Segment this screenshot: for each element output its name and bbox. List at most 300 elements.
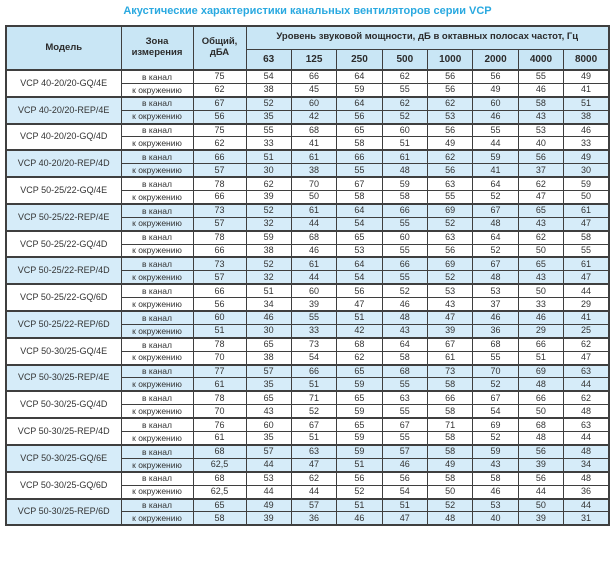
sound-power-level-value: 58 (428, 405, 473, 418)
sound-power-level-value: 69 (518, 365, 563, 378)
sound-power-level-value: 51 (337, 458, 382, 471)
sound-power-level-value: 46 (337, 512, 382, 525)
sound-power-level-value: 53 (428, 284, 473, 297)
column-header-zone: Зона измерения (121, 26, 193, 70)
sound-power-level-value: 31 (564, 512, 609, 525)
total-dba-value: 66 (193, 244, 246, 257)
sound-power-level-value: 55 (291, 311, 336, 324)
sound-power-level-value: 55 (246, 124, 291, 137)
sound-power-level-value: 38 (246, 83, 291, 96)
sound-power-level-value: 55 (382, 405, 427, 418)
sound-power-level-value: 29 (564, 298, 609, 311)
model-name: VCP 50-25/22-REP/6D (6, 311, 121, 338)
sound-power-level-value: 48 (473, 217, 518, 230)
column-header-model: Модель (6, 26, 121, 70)
sound-power-level-value: 47 (564, 217, 609, 230)
sound-power-level-value: 49 (246, 499, 291, 512)
sound-power-level-value: 58 (518, 97, 563, 110)
sound-power-level-value: 39 (291, 298, 336, 311)
sound-power-level-value: 61 (382, 150, 427, 163)
acoustic-characteristics-table (5, 25, 610, 526)
sound-power-level-value: 51 (246, 150, 291, 163)
sound-power-level-value: 54 (382, 485, 427, 498)
sound-power-level-value: 46 (382, 298, 427, 311)
sound-power-level-value: 59 (337, 378, 382, 391)
sound-power-level-value: 47 (564, 271, 609, 284)
sound-power-level-value: 63 (428, 177, 473, 190)
table-row (6, 499, 609, 512)
sound-power-level-value: 52 (246, 97, 291, 110)
sound-power-level-value: 51 (337, 311, 382, 324)
measurement-zone-label: в канал (121, 150, 193, 163)
sound-power-level-value: 34 (246, 298, 291, 311)
sound-power-level-value: 56 (337, 472, 382, 485)
sound-power-level-value: 48 (382, 311, 427, 324)
sound-power-level-value: 55 (518, 70, 563, 83)
sound-power-level-value: 43 (518, 110, 563, 123)
sound-power-level-value: 53 (337, 244, 382, 257)
sound-power-level-value: 60 (382, 124, 427, 137)
sound-power-level-value: 66 (428, 391, 473, 404)
sound-power-level-value: 58 (428, 378, 473, 391)
sound-power-level-value: 58 (564, 231, 609, 244)
sound-power-level-value: 46 (473, 311, 518, 324)
total-dba-value: 76 (193, 418, 246, 431)
table-row (6, 338, 609, 351)
frequency-column-header: 2000 (473, 49, 518, 70)
sound-power-level-value: 38 (291, 164, 336, 177)
model-name: VCP 40-20/20-GQ/4E (6, 70, 121, 97)
sound-power-level-value: 69 (428, 204, 473, 217)
total-dba-value: 78 (193, 231, 246, 244)
measurement-zone-label: в канал (121, 311, 193, 324)
sound-power-level-value: 55 (473, 124, 518, 137)
sound-power-level-value: 56 (382, 472, 427, 485)
sound-power-level-value: 37 (473, 298, 518, 311)
sound-power-level-value: 58 (428, 445, 473, 458)
sound-power-level-value: 53 (473, 284, 518, 297)
sound-power-level-value: 43 (518, 217, 563, 230)
model-name: VCP 50-25/22-GQ/6D (6, 284, 121, 311)
sound-power-level-value: 51 (564, 97, 609, 110)
model-name: VCP 50-25/22-GQ/4E (6, 177, 121, 204)
sound-power-level-value: 63 (291, 445, 336, 458)
sound-power-level-value: 55 (337, 164, 382, 177)
model-name: VCP 40-20/20-REP/4D (6, 150, 121, 177)
sound-power-level-value: 39 (428, 324, 473, 337)
sound-power-level-value: 39 (518, 512, 563, 525)
sound-power-level-value: 69 (473, 418, 518, 431)
sound-power-level-value: 68 (337, 338, 382, 351)
sound-power-level-value: 62 (337, 351, 382, 364)
sound-power-level-value: 51 (291, 378, 336, 391)
sound-power-level-value: 53 (473, 499, 518, 512)
sound-power-level-value: 46 (518, 311, 563, 324)
measurement-zone-label: в канал (121, 365, 193, 378)
total-dba-value: 68 (193, 472, 246, 485)
total-dba-value: 75 (193, 124, 246, 137)
sound-power-level-value: 67 (291, 418, 336, 431)
total-dba-value: 66 (193, 150, 246, 163)
sound-power-level-value: 59 (473, 150, 518, 163)
sound-power-level-value: 64 (473, 231, 518, 244)
total-dba-value: 62,5 (193, 485, 246, 498)
sound-power-level-value: 55 (382, 83, 427, 96)
sound-power-level-value: 57 (382, 445, 427, 458)
sound-power-level-value: 56 (337, 110, 382, 123)
sound-power-level-value: 58 (428, 472, 473, 485)
sound-power-level-value: 65 (518, 257, 563, 270)
sound-power-level-value: 59 (337, 445, 382, 458)
sound-power-level-value: 62 (428, 97, 473, 110)
sound-power-level-value: 25 (564, 324, 609, 337)
sound-power-level-value: 64 (473, 177, 518, 190)
sound-power-level-value: 46 (291, 244, 336, 257)
sound-power-level-value: 50 (518, 284, 563, 297)
total-dba-value: 61 (193, 378, 246, 391)
total-dba-value: 57 (193, 164, 246, 177)
table-row (6, 257, 609, 270)
measurement-zone-label: в канал (121, 231, 193, 244)
sound-power-level-value: 66 (337, 150, 382, 163)
sound-power-level-value: 47 (428, 311, 473, 324)
sound-power-level-value: 56 (518, 150, 563, 163)
sound-power-level-value: 37 (518, 164, 563, 177)
sound-power-level-value: 59 (337, 405, 382, 418)
sound-power-level-value: 63 (428, 231, 473, 244)
sound-power-level-value: 65 (337, 124, 382, 137)
total-dba-value: 73 (193, 257, 246, 270)
sound-power-level-value: 52 (382, 110, 427, 123)
sound-power-level-value: 50 (564, 191, 609, 204)
measurement-zone-label: к окружению (121, 405, 193, 418)
sound-power-level-value: 73 (291, 338, 336, 351)
measurement-zone-label: в канал (121, 177, 193, 190)
measurement-zone-label: к окружению (121, 458, 193, 471)
sound-power-level-value: 38 (564, 110, 609, 123)
sound-power-level-value: 49 (428, 137, 473, 150)
sound-power-level-value: 29 (518, 324, 563, 337)
sound-power-level-value: 48 (564, 472, 609, 485)
sound-power-level-value: 55 (473, 351, 518, 364)
sound-power-level-value: 56 (428, 124, 473, 137)
sound-power-level-value: 63 (564, 365, 609, 378)
table-row (6, 311, 609, 324)
sound-power-level-value: 60 (473, 97, 518, 110)
sound-power-level-value: 64 (337, 204, 382, 217)
sound-power-level-value: 57 (291, 499, 336, 512)
sound-power-level-value: 43 (428, 298, 473, 311)
sound-power-level-value: 38 (246, 351, 291, 364)
sound-power-level-value: 34 (564, 458, 609, 471)
sound-power-level-value: 51 (382, 137, 427, 150)
sound-power-level-value: 58 (428, 432, 473, 445)
sound-power-level-value: 60 (291, 284, 336, 297)
sound-power-level-value: 44 (291, 271, 336, 284)
sound-power-level-value: 54 (291, 351, 336, 364)
total-dba-value: 60 (193, 311, 246, 324)
measurement-zone-label: к окружению (121, 298, 193, 311)
total-dba-value: 62,5 (193, 458, 246, 471)
sound-power-level-value: 44 (518, 485, 563, 498)
sound-power-level-value: 57 (246, 365, 291, 378)
measurement-zone-label: в канал (121, 391, 193, 404)
model-name: VCP 50-30/25-GQ/4D (6, 391, 121, 418)
table-row (6, 177, 609, 190)
sound-power-level-value: 63 (382, 391, 427, 404)
total-dba-value: 62 (193, 137, 246, 150)
total-dba-value: 57 (193, 217, 246, 230)
sound-power-level-value: 65 (337, 391, 382, 404)
sound-power-level-value: 67 (473, 391, 518, 404)
sound-power-level-value: 41 (473, 164, 518, 177)
table-row (6, 124, 609, 137)
sound-power-level-value: 62 (564, 338, 609, 351)
sound-power-level-value: 60 (291, 97, 336, 110)
sound-power-level-value: 47 (382, 512, 427, 525)
sound-power-level-value: 68 (382, 365, 427, 378)
sound-power-level-value: 35 (246, 378, 291, 391)
sound-power-level-value: 62 (291, 472, 336, 485)
measurement-zone-label: в канал (121, 97, 193, 110)
sound-power-level-value: 52 (428, 271, 473, 284)
model-name: VCP 50-25/22-REP/4E (6, 204, 121, 231)
frequency-column-header: 8000 (564, 49, 609, 70)
model-name: VCP 50-30/25-GQ/6D (6, 472, 121, 499)
model-name: VCP 50-30/25-REP/4D (6, 418, 121, 445)
sound-power-level-value: 55 (382, 217, 427, 230)
sound-power-level-value: 59 (337, 83, 382, 96)
sound-power-level-value: 67 (428, 338, 473, 351)
sound-power-level-value: 64 (337, 97, 382, 110)
table-row (6, 150, 609, 163)
total-dba-value: 65 (193, 499, 246, 512)
total-dba-value: 70 (193, 351, 246, 364)
frequency-column-header: 1000 (428, 49, 473, 70)
sound-power-level-value: 60 (246, 418, 291, 431)
sound-power-level-value: 61 (564, 257, 609, 270)
model-name: VCP 50-25/22-REP/4D (6, 257, 121, 284)
measurement-zone-label: к окружению (121, 485, 193, 498)
sound-power-level-value: 48 (564, 405, 609, 418)
table-row (6, 418, 609, 431)
sound-power-level-value: 39 (246, 512, 291, 525)
model-name: VCP 50-25/22-GQ/4D (6, 231, 121, 258)
sound-power-level-value: 58 (337, 137, 382, 150)
measurement-zone-label: в канал (121, 445, 193, 458)
sound-power-level-value: 59 (564, 177, 609, 190)
frequency-column-header: 250 (337, 49, 382, 70)
sound-power-level-value: 56 (518, 472, 563, 485)
measurement-zone-label: в канал (121, 338, 193, 351)
sound-power-level-value: 51 (291, 432, 336, 445)
sound-power-level-value: 52 (246, 204, 291, 217)
sound-power-level-value: 36 (473, 324, 518, 337)
sound-power-level-value: 66 (518, 391, 563, 404)
sound-power-level-value: 51 (382, 499, 427, 512)
sound-power-level-value: 55 (382, 378, 427, 391)
measurement-zone-label: к окружению (121, 191, 193, 204)
sound-power-level-value: 35 (246, 432, 291, 445)
sound-power-level-value: 61 (291, 204, 336, 217)
sound-power-level-value: 62 (518, 231, 563, 244)
sound-power-level-value: 61 (428, 351, 473, 364)
sound-power-level-value: 44 (564, 432, 609, 445)
sound-power-level-value: 70 (473, 365, 518, 378)
total-dba-value: 56 (193, 110, 246, 123)
sound-power-level-value: 52 (246, 257, 291, 270)
sound-power-level-value: 45 (291, 83, 336, 96)
sound-power-level-value: 55 (428, 191, 473, 204)
table-header (6, 26, 609, 70)
sound-power-level-value: 42 (291, 110, 336, 123)
measurement-zone-label: в канал (121, 472, 193, 485)
sound-power-level-value: 65 (518, 204, 563, 217)
sound-power-level-value: 54 (337, 271, 382, 284)
measurement-zone-label: к окружению (121, 217, 193, 230)
total-dba-value: 51 (193, 324, 246, 337)
table-row (6, 204, 609, 217)
sound-power-level-value: 43 (246, 405, 291, 418)
sound-power-level-value: 52 (428, 217, 473, 230)
sound-power-level-value: 49 (473, 83, 518, 96)
sound-power-level-value: 56 (428, 244, 473, 257)
sound-power-level-value: 66 (291, 365, 336, 378)
sound-power-level-value: 65 (337, 418, 382, 431)
measurement-zone-label: к окружению (121, 512, 193, 525)
sound-power-level-value: 51 (337, 499, 382, 512)
measurement-zone-label: к окружению (121, 110, 193, 123)
page-title: Акустические характеристики канальных вентиляторов серии VCP (123, 5, 492, 17)
total-dba-value: 57 (193, 271, 246, 284)
sound-power-level-value: 55 (564, 244, 609, 257)
sound-power-level-value: 64 (382, 338, 427, 351)
measurement-zone-label: к окружению (121, 244, 193, 257)
sound-power-level-value: 55 (382, 432, 427, 445)
sound-power-level-value: 60 (382, 231, 427, 244)
sound-power-level-value: 52 (337, 485, 382, 498)
measurement-zone-label: к окружению (121, 432, 193, 445)
sound-power-level-value: 50 (428, 485, 473, 498)
measurement-zone-label: в канал (121, 418, 193, 431)
sound-power-level-value: 48 (518, 432, 563, 445)
total-dba-value: 78 (193, 338, 246, 351)
sound-power-level-value: 56 (518, 445, 563, 458)
sound-power-level-value: 32 (246, 217, 291, 230)
sound-power-level-value: 66 (518, 338, 563, 351)
sound-power-level-value: 43 (473, 458, 518, 471)
sound-power-level-value: 44 (564, 378, 609, 391)
sound-power-level-value: 50 (518, 405, 563, 418)
sound-power-level-value: 41 (564, 83, 609, 96)
measurement-zone-label: в канал (121, 204, 193, 217)
sound-power-level-value: 46 (473, 485, 518, 498)
sound-power-level-value: 58 (337, 191, 382, 204)
sound-power-level-value: 36 (291, 512, 336, 525)
sound-power-level-value: 67 (473, 257, 518, 270)
sound-power-level-value: 66 (382, 204, 427, 217)
total-dba-value: 78 (193, 177, 246, 190)
sound-power-level-value: 33 (518, 298, 563, 311)
sound-power-level-value: 35 (246, 110, 291, 123)
sound-power-level-value: 62 (428, 150, 473, 163)
model-name: VCP 40-20/20-REP/4E (6, 97, 121, 124)
frequency-column-header: 4000 (518, 49, 563, 70)
sound-power-level-value: 41 (564, 311, 609, 324)
measurement-zone-label: в канал (121, 257, 193, 270)
sound-power-level-value: 33 (291, 324, 336, 337)
sound-power-level-value: 49 (564, 70, 609, 83)
sound-power-level-value: 50 (518, 244, 563, 257)
table-row (6, 365, 609, 378)
sound-power-level-value: 38 (246, 244, 291, 257)
table-row (6, 284, 609, 297)
sound-power-level-value: 62 (382, 70, 427, 83)
sound-power-level-value: 55 (382, 244, 427, 257)
sound-power-level-value: 59 (473, 445, 518, 458)
total-dba-value: 73 (193, 204, 246, 217)
sound-power-level-value: 59 (382, 177, 427, 190)
sound-power-level-value: 54 (337, 217, 382, 230)
total-dba-value: 56 (193, 298, 246, 311)
frequency-column-header: 125 (291, 49, 336, 70)
sound-power-level-value: 56 (428, 83, 473, 96)
sound-power-level-value: 30 (564, 164, 609, 177)
total-dba-value: 78 (193, 391, 246, 404)
column-header-total: Общий, дБА (193, 26, 246, 70)
sound-power-level-value: 65 (337, 365, 382, 378)
sound-power-level-value: 70 (291, 177, 336, 190)
sound-power-level-value: 54 (246, 70, 291, 83)
total-dba-value: 67 (193, 97, 246, 110)
sound-power-level-value: 52 (473, 378, 518, 391)
sound-power-level-value: 52 (473, 191, 518, 204)
sound-power-level-value: 52 (291, 405, 336, 418)
sound-power-level-value: 42 (337, 324, 382, 337)
frequency-column-header: 63 (246, 49, 291, 70)
table-row (6, 70, 609, 83)
sound-power-level-value: 58 (473, 472, 518, 485)
sound-power-level-value: 53 (246, 472, 291, 485)
frequency-column-header: 500 (382, 49, 427, 70)
measurement-zone-label: в канал (121, 70, 193, 83)
sound-power-level-value: 66 (382, 257, 427, 270)
sound-power-level-value: 65 (246, 391, 291, 404)
sound-power-level-value: 43 (382, 324, 427, 337)
sound-power-level-value: 40 (518, 137, 563, 150)
sound-power-level-value: 71 (291, 391, 336, 404)
total-dba-value: 58 (193, 512, 246, 525)
sound-power-level-value: 52 (428, 499, 473, 512)
sound-power-level-value: 48 (564, 445, 609, 458)
sound-power-level-value: 67 (473, 204, 518, 217)
sound-power-level-value: 39 (518, 458, 563, 471)
total-dba-value: 75 (193, 70, 246, 83)
sound-power-level-value: 33 (246, 137, 291, 150)
table-row (6, 231, 609, 244)
sound-power-level-value: 56 (337, 284, 382, 297)
sound-power-level-value: 61 (291, 257, 336, 270)
sound-power-level-value: 51 (246, 284, 291, 297)
sound-power-level-value: 44 (564, 284, 609, 297)
total-dba-value: 66 (193, 284, 246, 297)
sound-power-level-value: 50 (291, 191, 336, 204)
sound-power-level-value: 58 (382, 351, 427, 364)
sound-power-level-value: 51 (518, 351, 563, 364)
sound-power-level-value: 67 (337, 177, 382, 190)
sound-power-level-value: 48 (518, 378, 563, 391)
sound-power-level-value: 68 (291, 124, 336, 137)
